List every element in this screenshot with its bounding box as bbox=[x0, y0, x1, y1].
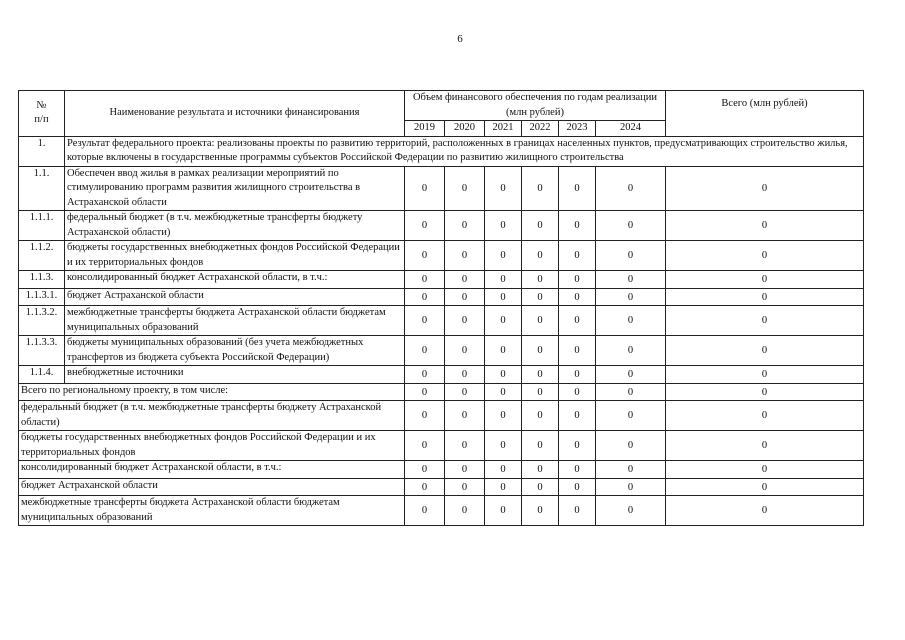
row-num: 1.1.3.1. bbox=[19, 288, 65, 306]
row-value: 0 bbox=[596, 271, 666, 289]
header-year: 2023 bbox=[559, 121, 596, 137]
row-total: 0 bbox=[666, 211, 864, 241]
row-value: 0 bbox=[405, 366, 445, 384]
row-value: 0 bbox=[485, 306, 522, 336]
row-total: 0 bbox=[666, 306, 864, 336]
summary-row bbox=[19, 401, 864, 431]
table-row bbox=[19, 166, 864, 211]
row-value: 0 bbox=[559, 271, 596, 289]
summary-value: 0 bbox=[405, 383, 445, 401]
header-year: 2021 bbox=[485, 121, 522, 137]
row-value: 0 bbox=[596, 336, 666, 366]
table-row bbox=[19, 306, 864, 336]
summary-total: 0 bbox=[666, 478, 864, 496]
row-value: 0 bbox=[596, 166, 666, 211]
row-value: 0 bbox=[559, 366, 596, 384]
row-total: 0 bbox=[666, 271, 864, 289]
table-row bbox=[19, 336, 864, 366]
row-value: 0 bbox=[405, 271, 445, 289]
summary-name: бюджет Астраханской области bbox=[19, 478, 405, 496]
summary-value: 0 bbox=[485, 383, 522, 401]
table-row bbox=[19, 288, 864, 306]
row-value: 0 bbox=[559, 211, 596, 241]
summary-value: 0 bbox=[559, 431, 596, 461]
summary-value: 0 bbox=[485, 496, 522, 526]
row-value: 0 bbox=[445, 211, 485, 241]
section-text: Результат федерального проекта: реализованы проекты по развитию территорий, расположенных в границах населенных пунктов, предусматривающих строительство жилья, которые включены в государственные программы субъектов Российской Федерации по развитию жилищного строительства bbox=[65, 136, 864, 166]
summary-value: 0 bbox=[522, 478, 559, 496]
row-value: 0 bbox=[445, 288, 485, 306]
row-value: 0 bbox=[522, 336, 559, 366]
row-value: 0 bbox=[405, 166, 445, 211]
summary-value: 0 bbox=[485, 401, 522, 431]
summary-value: 0 bbox=[405, 401, 445, 431]
summary-value: 0 bbox=[445, 431, 485, 461]
row-value: 0 bbox=[522, 271, 559, 289]
row-value: 0 bbox=[559, 288, 596, 306]
header-name: Наименование результата и источники финансирования bbox=[65, 91, 405, 137]
row-total: 0 bbox=[666, 336, 864, 366]
row-num: 1.1.3.2. bbox=[19, 306, 65, 336]
summary-value: 0 bbox=[485, 431, 522, 461]
row-value: 0 bbox=[485, 336, 522, 366]
header-year: 2020 bbox=[445, 121, 485, 137]
row-value: 0 bbox=[405, 241, 445, 271]
row-value: 0 bbox=[445, 241, 485, 271]
row-name: федеральный бюджет (в т.ч. межбюджетные трансферты бюджету Астраханской области) bbox=[65, 211, 405, 241]
row-num: 1.1.2. bbox=[19, 241, 65, 271]
summary-total: 0 bbox=[666, 496, 864, 526]
row-value: 0 bbox=[445, 306, 485, 336]
row-name: консолидированный бюджет Астраханской области, в т.ч.: bbox=[65, 271, 405, 289]
financing-table bbox=[18, 90, 864, 526]
summary-total: 0 bbox=[666, 431, 864, 461]
table-row bbox=[19, 366, 864, 384]
summary-value: 0 bbox=[559, 496, 596, 526]
row-value: 0 bbox=[596, 306, 666, 336]
row-name: внебюджетные источники bbox=[65, 366, 405, 384]
row-value: 0 bbox=[405, 288, 445, 306]
summary-value: 0 bbox=[522, 431, 559, 461]
row-value: 0 bbox=[522, 288, 559, 306]
summary-value: 0 bbox=[405, 461, 445, 479]
summary-row bbox=[19, 461, 864, 479]
row-value: 0 bbox=[522, 211, 559, 241]
summary-row bbox=[19, 496, 864, 526]
header-year: 2024 bbox=[596, 121, 666, 137]
row-value: 0 bbox=[596, 211, 666, 241]
summary-value: 0 bbox=[445, 496, 485, 526]
header-year: 2022 bbox=[522, 121, 559, 137]
summary-value: 0 bbox=[445, 383, 485, 401]
summary-value: 0 bbox=[522, 496, 559, 526]
row-num: 1.1. bbox=[19, 166, 65, 211]
summary-row bbox=[19, 383, 864, 401]
row-value: 0 bbox=[445, 271, 485, 289]
row-value: 0 bbox=[522, 241, 559, 271]
summary-value: 0 bbox=[485, 478, 522, 496]
row-value: 0 bbox=[445, 166, 485, 211]
row-value: 0 bbox=[596, 241, 666, 271]
summary-value: 0 bbox=[522, 383, 559, 401]
header-num: № п/п bbox=[19, 91, 65, 137]
header-year: 2019 bbox=[405, 121, 445, 137]
table-row bbox=[19, 211, 864, 241]
row-name: Обеспечен ввод жилья в рамках реализации мероприятий по стимулированию программ развития жилищного строительства в Астраханской области bbox=[65, 166, 405, 211]
summary-name: консолидированный бюджет Астраханской области, в т.ч.: bbox=[19, 461, 405, 479]
section-num: 1. bbox=[19, 136, 65, 166]
summary-value: 0 bbox=[485, 461, 522, 479]
summary-value: 0 bbox=[596, 461, 666, 479]
row-value: 0 bbox=[445, 366, 485, 384]
summary-value: 0 bbox=[596, 478, 666, 496]
summary-row bbox=[19, 431, 864, 461]
summary-value: 0 bbox=[445, 401, 485, 431]
summary-value: 0 bbox=[596, 431, 666, 461]
summary-value: 0 bbox=[596, 383, 666, 401]
header-funding: Объем финансового обеспечения по годам реализации (млн рублей) bbox=[405, 91, 666, 121]
summary-value: 0 bbox=[405, 431, 445, 461]
table-row bbox=[19, 241, 864, 271]
row-num: 1.1.4. bbox=[19, 366, 65, 384]
row-value: 0 bbox=[405, 336, 445, 366]
row-num: 1.1.1. bbox=[19, 211, 65, 241]
row-num: 1.1.3.3. bbox=[19, 336, 65, 366]
row-value: 0 bbox=[522, 166, 559, 211]
row-value: 0 bbox=[485, 241, 522, 271]
summary-value: 0 bbox=[596, 496, 666, 526]
summary-total: 0 bbox=[666, 383, 864, 401]
summary-row bbox=[19, 478, 864, 496]
row-value: 0 bbox=[485, 166, 522, 211]
section-row bbox=[19, 136, 864, 166]
row-total: 0 bbox=[666, 166, 864, 211]
row-value: 0 bbox=[596, 288, 666, 306]
summary-total: 0 bbox=[666, 401, 864, 431]
row-name: межбюджетные трансферты бюджета Астраханской области бюджетам муниципальных образований bbox=[65, 306, 405, 336]
table-row bbox=[19, 271, 864, 289]
row-name: бюджеты государственных внебюджетных фондов Российской Федерации и их территориальных фондов bbox=[65, 241, 405, 271]
row-value: 0 bbox=[559, 336, 596, 366]
row-total: 0 bbox=[666, 288, 864, 306]
summary-value: 0 bbox=[559, 461, 596, 479]
row-name: бюджеты муниципальных образований (без учета межбюджетных трансфертов из бюджета субъекта Российской Федерации) bbox=[65, 336, 405, 366]
summary-total: 0 bbox=[666, 461, 864, 479]
summary-value: 0 bbox=[405, 478, 445, 496]
summary-value: 0 bbox=[445, 478, 485, 496]
row-value: 0 bbox=[522, 366, 559, 384]
summary-name: Всего по региональному проекту, в том числе: bbox=[19, 383, 405, 401]
summary-name: межбюджетные трансферты бюджета Астраханской области бюджетам муниципальных образований bbox=[19, 496, 405, 526]
header-total: Всего (млн рублей) bbox=[666, 91, 864, 137]
summary-value: 0 bbox=[559, 478, 596, 496]
summary-value: 0 bbox=[596, 401, 666, 431]
page-number: 6 bbox=[457, 33, 463, 45]
summary-value: 0 bbox=[445, 461, 485, 479]
row-value: 0 bbox=[522, 306, 559, 336]
row-value: 0 bbox=[485, 366, 522, 384]
summary-value: 0 bbox=[559, 401, 596, 431]
row-value: 0 bbox=[559, 306, 596, 336]
row-value: 0 bbox=[485, 271, 522, 289]
row-num: 1.1.3. bbox=[19, 271, 65, 289]
row-value: 0 bbox=[559, 241, 596, 271]
row-value: 0 bbox=[485, 288, 522, 306]
row-name: бюджет Астраханской области bbox=[65, 288, 405, 306]
summary-name: бюджеты государственных внебюджетных фондов Российской Федерации и их территориальных фондов bbox=[19, 431, 405, 461]
row-value: 0 bbox=[596, 366, 666, 384]
header-row bbox=[19, 91, 864, 121]
summary-value: 0 bbox=[405, 496, 445, 526]
summary-value: 0 bbox=[522, 461, 559, 479]
row-value: 0 bbox=[405, 211, 445, 241]
summary-value: 0 bbox=[559, 383, 596, 401]
row-value: 0 bbox=[559, 166, 596, 211]
summary-value: 0 bbox=[522, 401, 559, 431]
summary-name: федеральный бюджет (в т.ч. межбюджетные трансферты бюджету Астраханской области) bbox=[19, 401, 405, 431]
row-total: 0 bbox=[666, 366, 864, 384]
row-value: 0 bbox=[485, 211, 522, 241]
row-value: 0 bbox=[445, 336, 485, 366]
row-value: 0 bbox=[405, 306, 445, 336]
row-total: 0 bbox=[666, 241, 864, 271]
